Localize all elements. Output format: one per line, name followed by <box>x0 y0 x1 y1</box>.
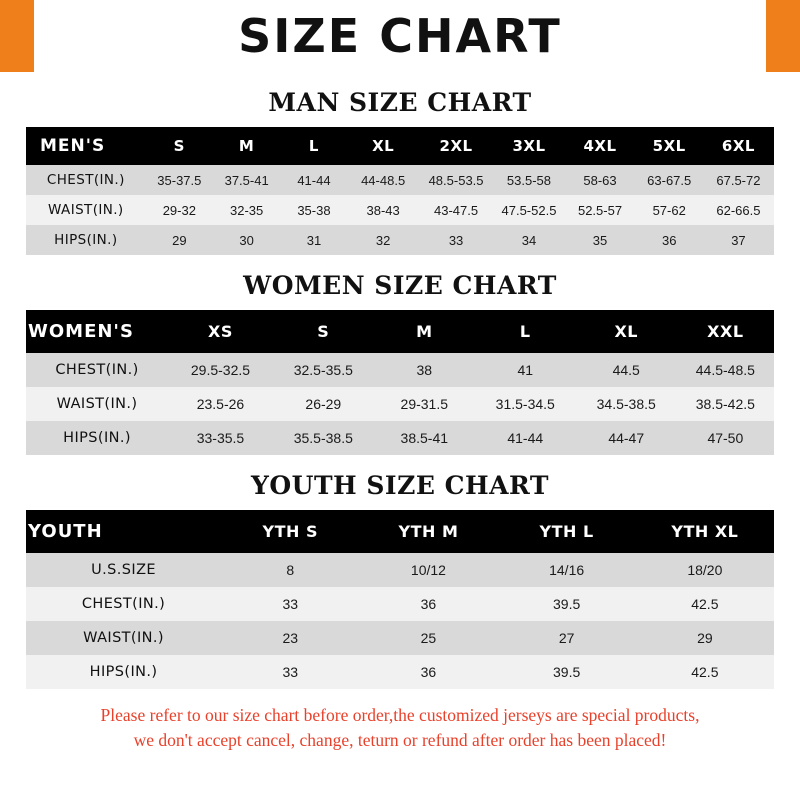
women-col-xl: XL <box>576 310 677 353</box>
cell: 31.5-34.5 <box>475 387 576 421</box>
men-col-xl: XL <box>348 127 419 165</box>
cell: 58-63 <box>565 165 636 195</box>
cell: 14/16 <box>498 553 636 587</box>
men-section-title: MAN SIZE CHART <box>268 88 532 117</box>
cell: 36 <box>359 587 497 621</box>
cell: 32-35 <box>213 195 280 225</box>
cell: 35-37.5 <box>146 165 213 195</box>
cell: 47-50 <box>677 421 774 455</box>
cell: 47.5-52.5 <box>493 195 564 225</box>
cell: 37 <box>703 225 774 255</box>
cell: 44.5-48.5 <box>677 353 774 387</box>
cell: 57-62 <box>636 195 703 225</box>
table-row <box>26 421 774 455</box>
youth-col-m: YTH M <box>359 510 497 553</box>
youth-section-title: YOUTH SIZE CHART <box>251 471 549 500</box>
table-header-row <box>26 310 774 353</box>
cell: 43-47.5 <box>419 195 494 225</box>
men-col-6xl: 6XL <box>703 127 774 165</box>
table-row <box>26 165 774 195</box>
cell: 33-35.5 <box>168 421 273 455</box>
cell: 33 <box>221 587 359 621</box>
youth-col-l: YTH L <box>498 510 636 553</box>
table-row <box>26 553 774 587</box>
table-row <box>26 387 774 421</box>
footer-disclaimer <box>26 703 774 754</box>
table-header-row <box>26 510 774 553</box>
cell: 33 <box>419 225 494 255</box>
men-size-table <box>26 127 774 255</box>
cell: 44-48.5 <box>348 165 419 195</box>
table-row <box>26 195 774 225</box>
cell: 33 <box>221 655 359 689</box>
cell: 30 <box>213 225 280 255</box>
cell: 41 <box>475 353 576 387</box>
women-col-l: L <box>475 310 576 353</box>
cell: 41-44 <box>280 165 347 195</box>
cell: 25 <box>359 621 497 655</box>
cell: 35.5-38.5 <box>273 421 374 455</box>
table-row <box>26 621 774 655</box>
row-label: WAIST(IN.) <box>26 387 168 421</box>
women-col-s: S <box>273 310 374 353</box>
cell: 39.5 <box>498 587 636 621</box>
men-col-label: MEN'S <box>26 127 146 165</box>
youth-col-xl: YTH XL <box>636 510 774 553</box>
page-title: SIZE CHART <box>238 9 562 63</box>
cell: 10/12 <box>359 553 497 587</box>
table-row <box>26 587 774 621</box>
cell: 53.5-58 <box>493 165 564 195</box>
row-label: HIPS(IN.) <box>26 225 146 255</box>
women-col-xs: XS <box>168 310 273 353</box>
cell: 34.5-38.5 <box>576 387 677 421</box>
row-label: U.S.SIZE <box>26 553 221 587</box>
cell: 29 <box>146 225 213 255</box>
women-size-table <box>26 310 774 455</box>
cell: 35-38 <box>280 195 347 225</box>
cell: 18/20 <box>636 553 774 587</box>
youth-col-label: YOUTH <box>26 510 221 553</box>
cell: 67.5-72 <box>703 165 774 195</box>
banner-accent-right <box>766 0 800 72</box>
cell: 38.5-42.5 <box>677 387 774 421</box>
row-label: CHEST(IN.) <box>26 165 146 195</box>
cell: 8 <box>221 553 359 587</box>
row-label: HIPS(IN.) <box>26 655 221 689</box>
cell: 44.5 <box>576 353 677 387</box>
table-row <box>26 225 774 255</box>
cell: 35 <box>565 225 636 255</box>
table-row <box>26 655 774 689</box>
cell: 39.5 <box>498 655 636 689</box>
cell: 36 <box>359 655 497 689</box>
cell: 23 <box>221 621 359 655</box>
men-col-5xl: 5XL <box>636 127 703 165</box>
men-col-2xl: 2XL <box>419 127 494 165</box>
cell: 36 <box>636 225 703 255</box>
women-col-xxl: XXL <box>677 310 774 353</box>
men-col-3xl: 3XL <box>493 127 564 165</box>
footer-line-1: Please refer to our size chart before order,the customized jerseys are special products, <box>100 705 700 725</box>
cell: 42.5 <box>636 655 774 689</box>
row-label: WAIST(IN.) <box>26 195 146 225</box>
cell: 29.5-32.5 <box>168 353 273 387</box>
content-area <box>0 88 800 754</box>
men-col-4xl: 4XL <box>565 127 636 165</box>
cell: 41-44 <box>475 421 576 455</box>
cell: 38 <box>374 353 475 387</box>
men-col-s: S <box>146 127 213 165</box>
cell: 37.5-41 <box>213 165 280 195</box>
header-banner <box>0 0 800 72</box>
cell: 32 <box>348 225 419 255</box>
cell: 44-47 <box>576 421 677 455</box>
cell: 23.5-26 <box>168 387 273 421</box>
footer-line-2: we don't accept cancel, change, teturn or refund after order has been placed! <box>133 730 667 751</box>
cell: 27 <box>498 621 636 655</box>
cell: 38.5-41 <box>374 421 475 455</box>
women-col-m: M <box>374 310 475 353</box>
youth-size-table <box>26 510 774 689</box>
cell: 26-29 <box>273 387 374 421</box>
cell: 29-32 <box>146 195 213 225</box>
cell: 52.5-57 <box>565 195 636 225</box>
table-row <box>26 353 774 387</box>
cell: 42.5 <box>636 587 774 621</box>
row-label: HIPS(IN.) <box>26 421 168 455</box>
table-header-row <box>26 127 774 165</box>
cell: 34 <box>493 225 564 255</box>
youth-col-s: YTH S <box>221 510 359 553</box>
row-label: CHEST(IN.) <box>26 353 168 387</box>
row-label: WAIST(IN.) <box>26 621 221 655</box>
cell: 31 <box>280 225 347 255</box>
women-section-title: WOMEN SIZE CHART <box>243 271 557 300</box>
men-col-l: L <box>280 127 347 165</box>
cell: 48.5-53.5 <box>419 165 494 195</box>
row-label: CHEST(IN.) <box>26 587 221 621</box>
cell: 29-31.5 <box>374 387 475 421</box>
cell: 29 <box>636 621 774 655</box>
women-col-label: WOMEN'S <box>26 310 168 353</box>
men-col-m: M <box>213 127 280 165</box>
banner-accent-left <box>0 0 34 72</box>
cell: 32.5-35.5 <box>273 353 374 387</box>
cell: 38-43 <box>348 195 419 225</box>
cell: 62-66.5 <box>703 195 774 225</box>
cell: 63-67.5 <box>636 165 703 195</box>
